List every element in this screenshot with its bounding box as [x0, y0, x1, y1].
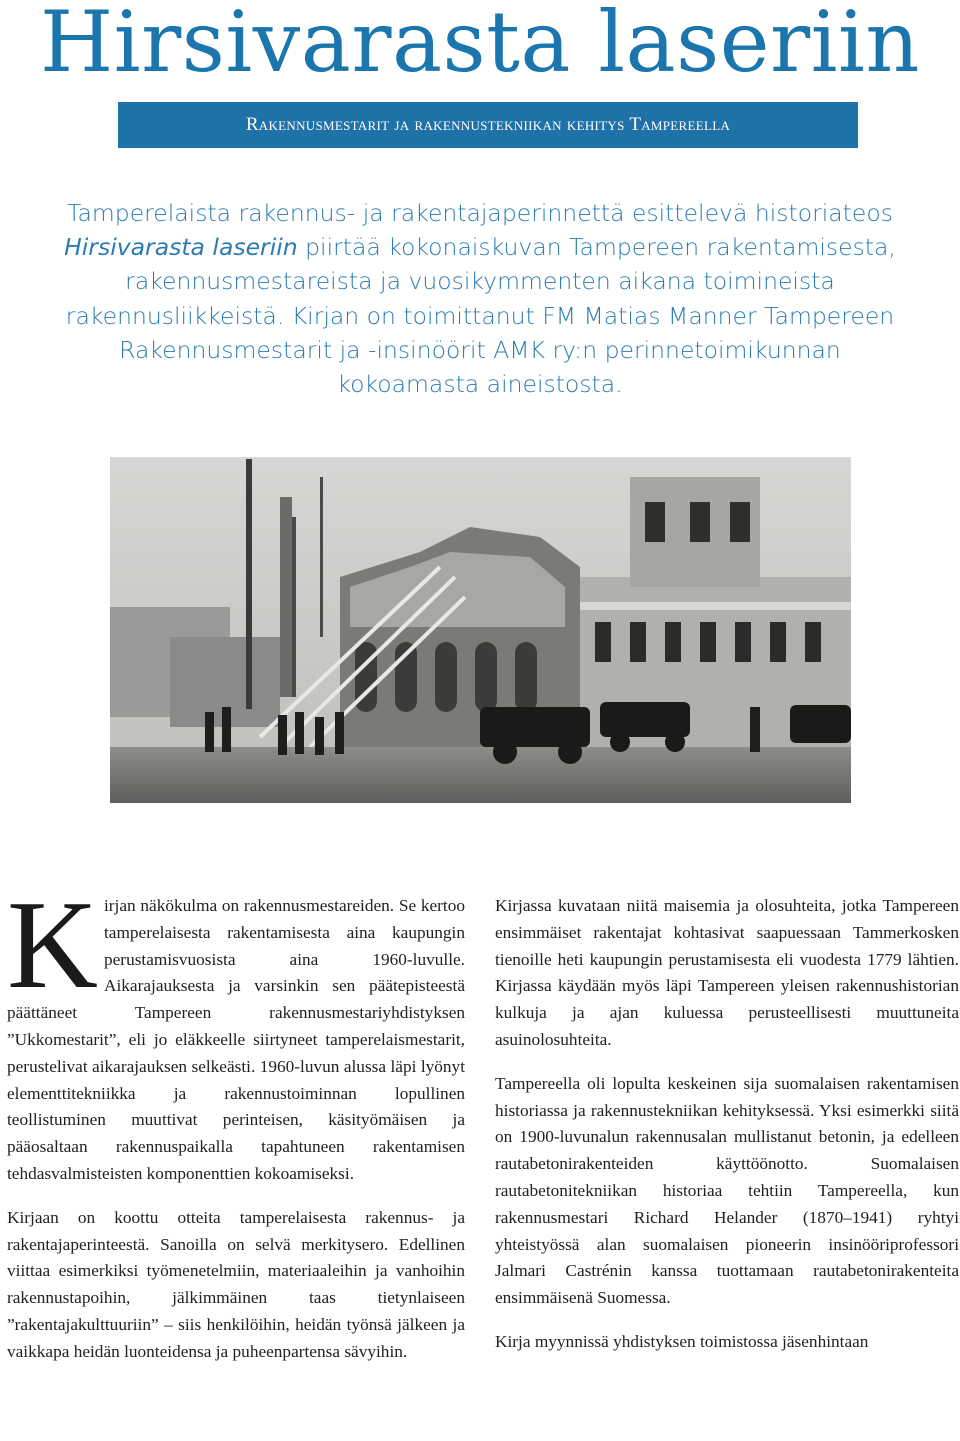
intro-paragraph — [60, 196, 900, 401]
historical-photo — [110, 457, 851, 803]
intro-text-1: Tamperelaista rakennus- ja rakentajaperinnettä esittelevä historiateos — [67, 199, 893, 227]
sales-note: Kirja myynnissä yhdistyksen toimistossa jäsenhintaan — [495, 1331, 869, 1351]
left-paragraph-1-text: irjan näkökulma on rakennusmestareiden. Se kertoo tamperelaisesta rakentamisesta aina kaupungin perustamisvuosista aina 1960-luvulle. Aikarajauksesta ja varsinkin sen päätepisteestä päättäneet Tampereen rakennusmestariyhdistyksen ”Ukkomestarit”, eli jo eläkkeelle siirtyneet tamperelaismestarit, perustelivat aikarajauksen selkeästi. 1960-luvun alussa läpi lyönyt elementtitekniikka ja rakennustoiminnan lopullinen teollistuminen muuttivat perinteisen, käsityömäisen ja pääosaltaan rakennuspaikalla tapahtuneen rakentamisen tehdasvalmisteisten komponenttien kokoamiseksi. — [7, 896, 465, 1183]
right-paragraph-1: Kirjassa kuvataan niitä maisemia ja olosuhteita, jotka Tampereen ensimmäiset rakentajat kohtasivat saapuessaan Tammerkosken tienoille heti kaupungin perustamisesta eli vuodesta 1779 lähtien. Kirjassa käydään myös läpi Tampereen yleisen rakennushistorian kulkuja ja ajan kuluessa perusteellisesti muuttuneita asuinolosuhteita. — [495, 896, 959, 1049]
left-paragraph-2: Kirjaan on koottu otteita tamperelaisesta rakennus- ja rakentajaperinteestä. Sanoilla on selvä merkitysero. Edellinen viittaa esimerkiksi työmenetelmiin, materiaaleihin ja vanhoihin rakennustapoihin, jälkimmäinen taas tietynlaiseen ”rakentajakulttuuriin” – siis henkilöihin, heidän työnsä jälkeen ja vaikkapa heidän luonteidensa ja puheenpartensa sävyihin. — [7, 1207, 465, 1361]
subtitle-banner — [118, 102, 858, 148]
intro-book-title: Hirsivarasta laseriin — [64, 233, 298, 262]
left-paragraph-1 — [7, 876, 465, 1188]
right-paragraph-2: Tampereella oli lopulta keskeinen sija suomalaisen rakentamisen historiassa ja rakennustekniikan kehityksessä. Yksi esimerkki siitä on 1900-luvunalun rakennusalan mullistanut betonin, ja edelleen rautabetonirakenteiden käyttöönotto. Suomalaisen rautabetonitekniikan historiaa tehtiin Tampereella, kun rakennusmestari Richard Helander (1870–1941) ryhtyi yhteistyössä alan suomalaisen pioneerin insinööriprofessori Jalmari Castrénin kanssa tuottamaan rautabetonirakenteita ensimmäisenä Suomessa. — [495, 1073, 959, 1308]
right-column — [495, 893, 959, 1356]
drop-cap: K — [7, 876, 98, 1015]
page-title: Hirsivarasta laseriin — [40, 0, 920, 91]
intro-text-2: piirtää kokonaiskuvan Tampereen rakentamisesta, rakennusmestareista ja vuosikymmenten aikana toimineista rakennusliikkeistä. Kirjan on toimittanut FM Matias Manner Tampereen Rakennusmestarit ja -insinöörit AMK ry:n perinnetoimikunnan kokoamasta aineistosta. — [65, 233, 896, 399]
banner-text: Rakennusmestarit ja rakennustekniikan kehitys Tampereella — [245, 114, 731, 135]
left-column — [7, 876, 465, 1366]
